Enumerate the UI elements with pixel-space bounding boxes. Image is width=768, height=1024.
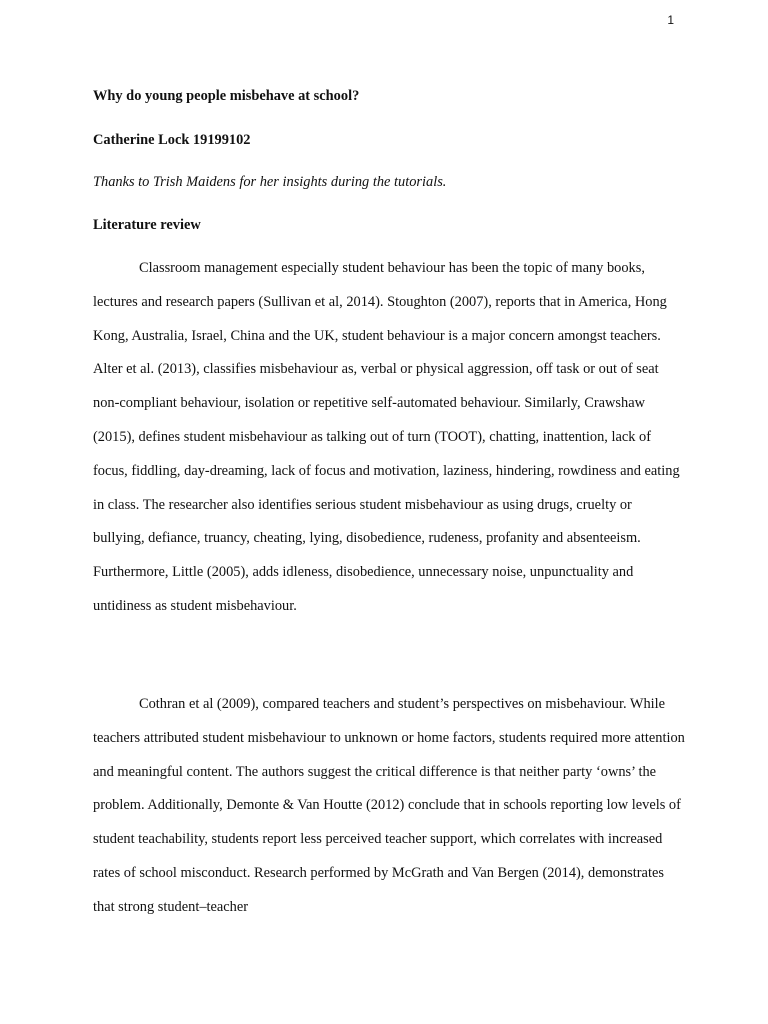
author-line: Catherine Lock 19199102 — [93, 132, 251, 148]
document-title: Why do young people misbehave at school? — [93, 88, 360, 104]
section-heading: Literature review — [93, 217, 201, 233]
body-paragraph-2: Cothran et al (2009), compared teachers and student’s perspectives on misbehaviour. While teachers attributed student misbehaviour to unknown or home factors, students required more attention and meaningful content. The authors suggest the critical difference is that neither party ‘owns’ the problem. Additionally, Demonte & Van Houtte (2012) conclude that in schools reporting low levels of student teachability, students report less perceived teacher support, which correlates with increased rates of school misconduct. Research performed by McGrath and Van Bergen (2014), demonstrates that strong student–teacher — [93, 696, 685, 915]
acknowledgement: Thanks to Trish Maidens for her insights during the tutorials. — [93, 174, 447, 190]
page-number: 1 — [667, 13, 674, 27]
body-paragraph-1: Classroom management especially student behaviour has been the topic of many books, lectures and research papers (Sullivan et al, 2014). Stoughton (2007), reports that in America, Hong Kong, Australia, Israel, China and the UK, student behaviour is a major concern amongst teachers. Alter et al. (2013), classifies misbehaviour as, verbal or physical aggression, off task or out of seat non-compliant behaviour, isolation or repetitive self-automated behaviour. Similarly, Crawshaw (2015), defines student misbehaviour as talking out of turn (TOOT), chatting, inattention, lack of focus, fiddling, day-dreaming, lack of focus and motivation, laziness, hindering, rowdiness and eating in class. The researcher also identifies serious student misbehaviour as using drugs, cruelty or bullying, defiance, truancy, cheating, lying, disobedience, rudeness, profanity and absenteeism. Furthermore, Little (2005), adds idleness, disobedience, unnecessary noise, unpunctuality and untidiness as student misbehaviour. — [93, 260, 680, 614]
